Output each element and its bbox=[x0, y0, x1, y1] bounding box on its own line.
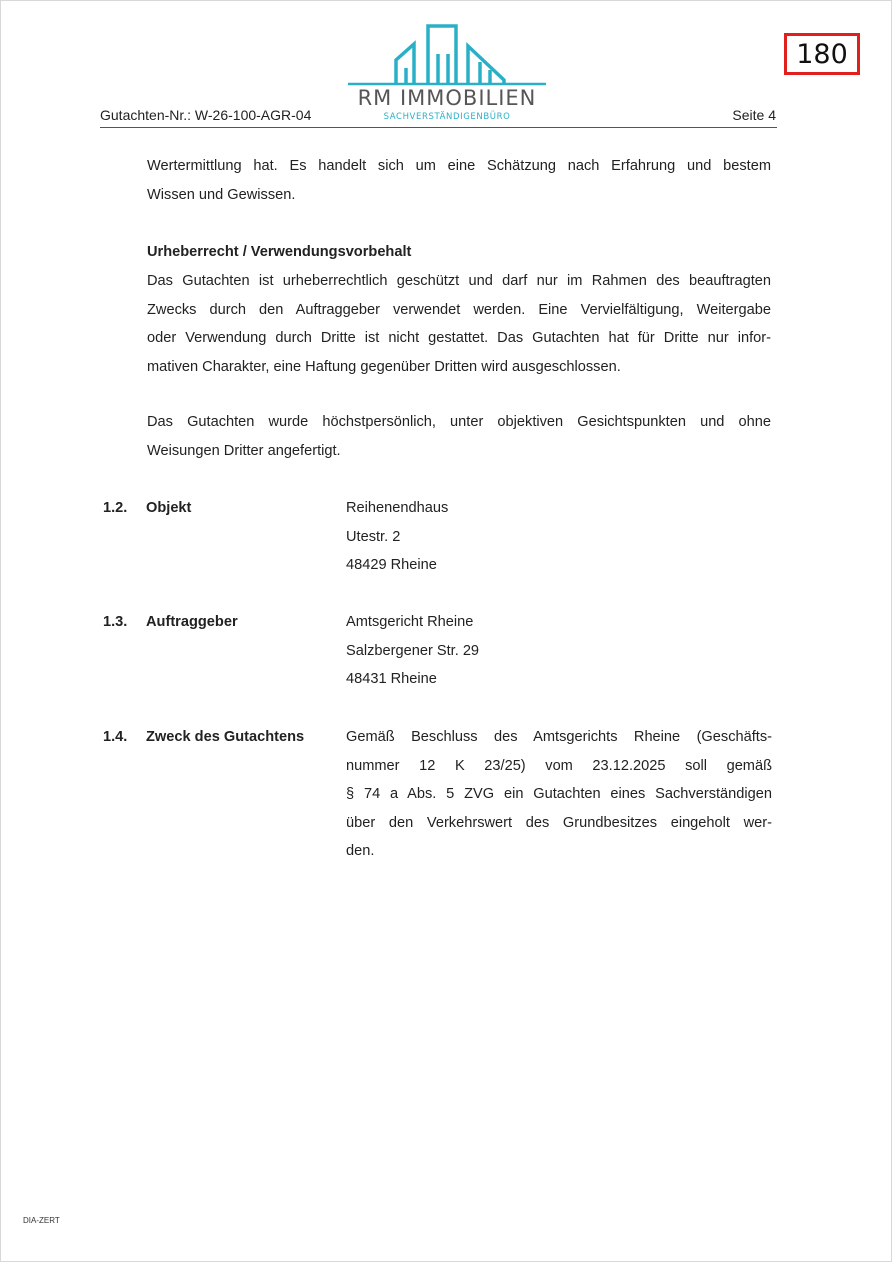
logo-brand-text: RM IMMOBILIEN bbox=[357, 86, 537, 110]
text-line: Reihenendhaus bbox=[346, 500, 449, 516]
text-line: Gemäß Beschluss des Amtsgerichts Rheine (Geschäfts- bbox=[346, 729, 772, 745]
section-number: 1.3. bbox=[103, 614, 128, 630]
section-number: 1.4. bbox=[103, 729, 128, 745]
text-line: Salzbergener Str. 29 bbox=[346, 642, 480, 659]
section-title-zweck: Zweck des Gutachtens bbox=[146, 729, 305, 745]
text-line: Utestr. 2 bbox=[346, 528, 401, 545]
section-body-auftraggeber bbox=[346, 608, 772, 694]
text-line: Wissen und Gewissen. bbox=[147, 186, 296, 203]
text-line: Wertermittlung hat. Es handelt sich um eine Schätzung nach Erfahrung und bestem bbox=[147, 158, 771, 174]
text-line: über den Verkehrswert des Grundbesitzes eingeholt wer- bbox=[346, 814, 772, 831]
text-line: § 74 a Abs. 5 ZVG ein Gutachten eines Sachverständigen bbox=[346, 786, 772, 802]
page-label: Seite 4 bbox=[732, 107, 776, 123]
section-body-objekt bbox=[346, 494, 772, 580]
buildings-icon bbox=[340, 18, 554, 88]
text-line: Zwecks durch den Auftraggeber verwendet werden. Eine Vervielfältigung, Weitergabe bbox=[147, 301, 771, 318]
logo-subtitle: SACHVERSTÄNDIGENBÜRO bbox=[383, 112, 511, 122]
text-line: oder Verwendung durch Dritte ist nicht gestattet. Das Gutachten hat für Dritte nur infor- bbox=[147, 330, 771, 346]
text-line: 48429 Rheine bbox=[346, 557, 437, 573]
page-number-stamp bbox=[784, 33, 860, 75]
text-line: 48431 Rheine bbox=[346, 671, 437, 687]
text-line: Amtsgericht Rheine bbox=[346, 614, 474, 630]
header-divider bbox=[100, 127, 777, 128]
text-line: nummer 12 K 23/25) vom 23.12.2025 soll gemäß bbox=[346, 757, 772, 774]
page-number: 180 bbox=[787, 36, 857, 72]
copyright-heading: Urheberrecht / Verwendungsvorbehalt bbox=[147, 244, 412, 260]
section-number: 1.2. bbox=[103, 500, 128, 516]
company-logo bbox=[340, 18, 554, 126]
gutachten-number: Gutachten-Nr.: W-26-100-AGR-04 bbox=[100, 107, 312, 123]
section-body-zweck bbox=[346, 723, 772, 866]
copyright-paragraph bbox=[147, 267, 771, 381]
text-line: Weisungen Dritter angefertigt. bbox=[147, 442, 341, 459]
text-line: Das Gutachten wurde höchstpersönlich, unter objektiven Gesichtspunkten und ohne bbox=[147, 414, 771, 430]
section-title-objekt: Objekt bbox=[146, 500, 192, 516]
text-line: mativen Charakter, eine Haftung gegenüber Dritten wird ausgeschlossen. bbox=[147, 358, 621, 375]
intro-paragraph bbox=[147, 152, 771, 209]
section-title-auftraggeber: Auftraggeber bbox=[146, 614, 238, 630]
text-line: den. bbox=[346, 843, 375, 859]
personal-paragraph bbox=[147, 408, 771, 465]
text-line: Das Gutachten ist urheberrechtlich geschützt und darf nur im Rahmen des beauftragten bbox=[147, 273, 771, 289]
footer-certification-mark: DIA-ZERT bbox=[23, 1216, 60, 1225]
